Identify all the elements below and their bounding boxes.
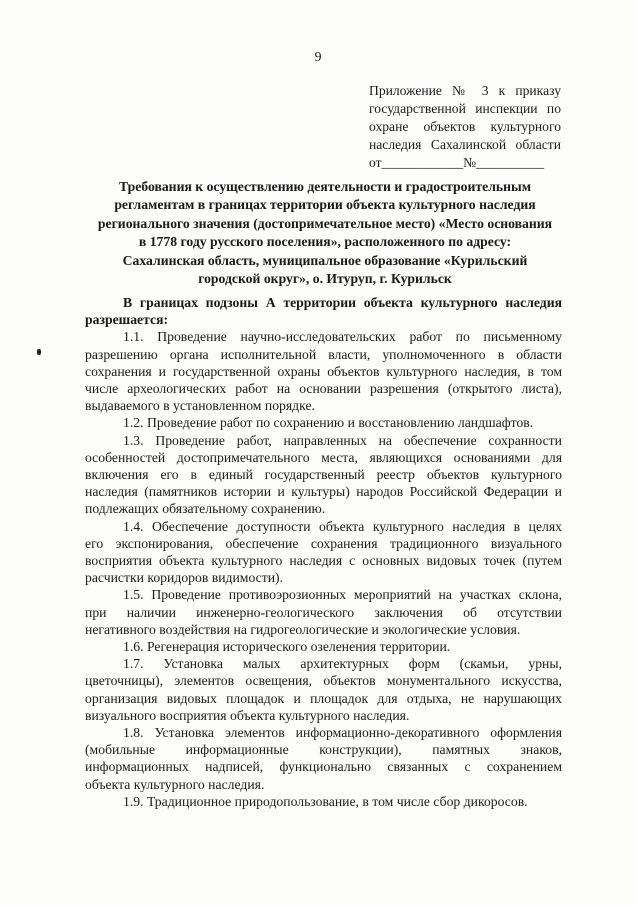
document-body — [85, 294, 562, 810]
lead-line: В границах подзоны А территории объекта культурного наследия — [123, 295, 562, 310]
item-line: его экспонирования, обеспечение сохранения традиционного визуального — [85, 535, 562, 551]
item-1-3 — [85, 432, 562, 518]
lead-line: разрешается: — [85, 312, 169, 328]
item-line: 1.2. Проведение работ по сохранению и восстановлению ландшафтов. — [123, 415, 534, 431]
title-line: Сахалинская область, муниципальное образование «Курильский — [122, 252, 528, 268]
annex-line: наследия Сахалинской области — [369, 137, 561, 152]
annex-line: государственной инспекции по — [369, 101, 561, 116]
item-1-2 — [85, 414, 562, 431]
item-line: цветочницы), элементов освещения, объектов монументального искусства, — [85, 673, 562, 689]
item-line: объекта культурного наследия. — [85, 776, 265, 792]
item-line: восприятия объекта культурного наследия с основных видовых точек (путем — [85, 553, 562, 569]
item-1-7 — [85, 655, 562, 724]
item-1-4 — [85, 518, 562, 587]
item-line: (мобильные информационные конструкции), памятных знаков, — [85, 742, 562, 758]
title-line: Требования к осуществлению деятельности и градостроительным — [118, 179, 532, 194]
item-line: 1.1. Проведение научно-исследовательских работ по письменному — [123, 329, 562, 345]
item-line: выдаваемого в установленном порядке. — [85, 398, 315, 414]
document-title — [82, 178, 568, 288]
item-line: разрешению органа исполнительной власти, уполномоченного в области — [85, 346, 562, 362]
title-line: в 1778 году русского поселения», расположенного по адресу: — [138, 234, 512, 250]
item-line: включения его в единый государственный реестр объектов культурного — [85, 467, 562, 483]
item-line: 1.6. Регенерация исторического озеленения территории. — [123, 639, 451, 655]
margin-mark — [37, 349, 41, 355]
item-line: подлежащих обязательному сохранению. — [85, 501, 326, 517]
item-line: негативного воздействия на гидрогеологические и экологические условия. — [85, 621, 521, 637]
page-number: 9 — [314, 50, 322, 65]
item-line: особенностей достопримечательного места, являющихся основаниями для — [85, 449, 562, 465]
item-line: организация видовых площадок и площадок для отдыха, не нарушающих — [85, 690, 562, 706]
item-line: 1.8. Установка элементов информационно-декоративного оформления — [123, 725, 562, 741]
item-1-1 — [85, 328, 562, 414]
item-line: 1.9. Традиционное природопользование, в том числе сбор дикоросов. — [123, 793, 528, 809]
item-line: 1.4. Обеспечение доступности объекта культурного наследия в целях — [123, 518, 562, 534]
lead-paragraph — [85, 294, 562, 328]
item-line: расчистки коридоров видимости). — [85, 570, 284, 586]
title-line: регламентам в границах территории объекта культурного наследия — [114, 197, 536, 213]
annex-line: от____________№__________ — [369, 155, 545, 170]
annex-line: Приложение № 3 к приказу — [369, 83, 561, 98]
annex-line: охране объектов культурного — [369, 119, 561, 134]
item-1-8 — [85, 724, 562, 793]
title-line: регионального значения (достопримечательное место) «Место основания — [97, 215, 553, 231]
item-1-5 — [85, 586, 562, 638]
item-line: информационных надписей, функционально связанных с сохранением — [85, 759, 562, 775]
item-line: 1.3. Проведение работ, направленных на обеспечение сохранности — [123, 432, 562, 448]
item-line: визуального восприятия объекта культурного наследия. — [85, 707, 410, 723]
item-line: 1.7. Установка малых архитектурных форм (скамьи, урны, — [123, 656, 562, 672]
item-line: при наличии инженерно-геологического заключения об отсутствии — [85, 604, 562, 620]
item-1-9 — [85, 793, 562, 810]
item-line: числе археологических работ на основании разрешения (открытого листа), — [85, 381, 562, 397]
title-line: городской округ», о. Итуруп, г. Курильск — [198, 271, 452, 287]
item-line: 1.5. Проведение противоэрозионных мероприятий на участках склона, — [123, 587, 562, 603]
item-line: наследия (памятников истории и культуры) народов Российской Федерации и — [85, 484, 562, 500]
annex-header — [369, 82, 561, 172]
item-1-6 — [85, 638, 562, 655]
item-line: сохранения и государственной охраны объектов культурного наследия, в том — [85, 363, 562, 379]
